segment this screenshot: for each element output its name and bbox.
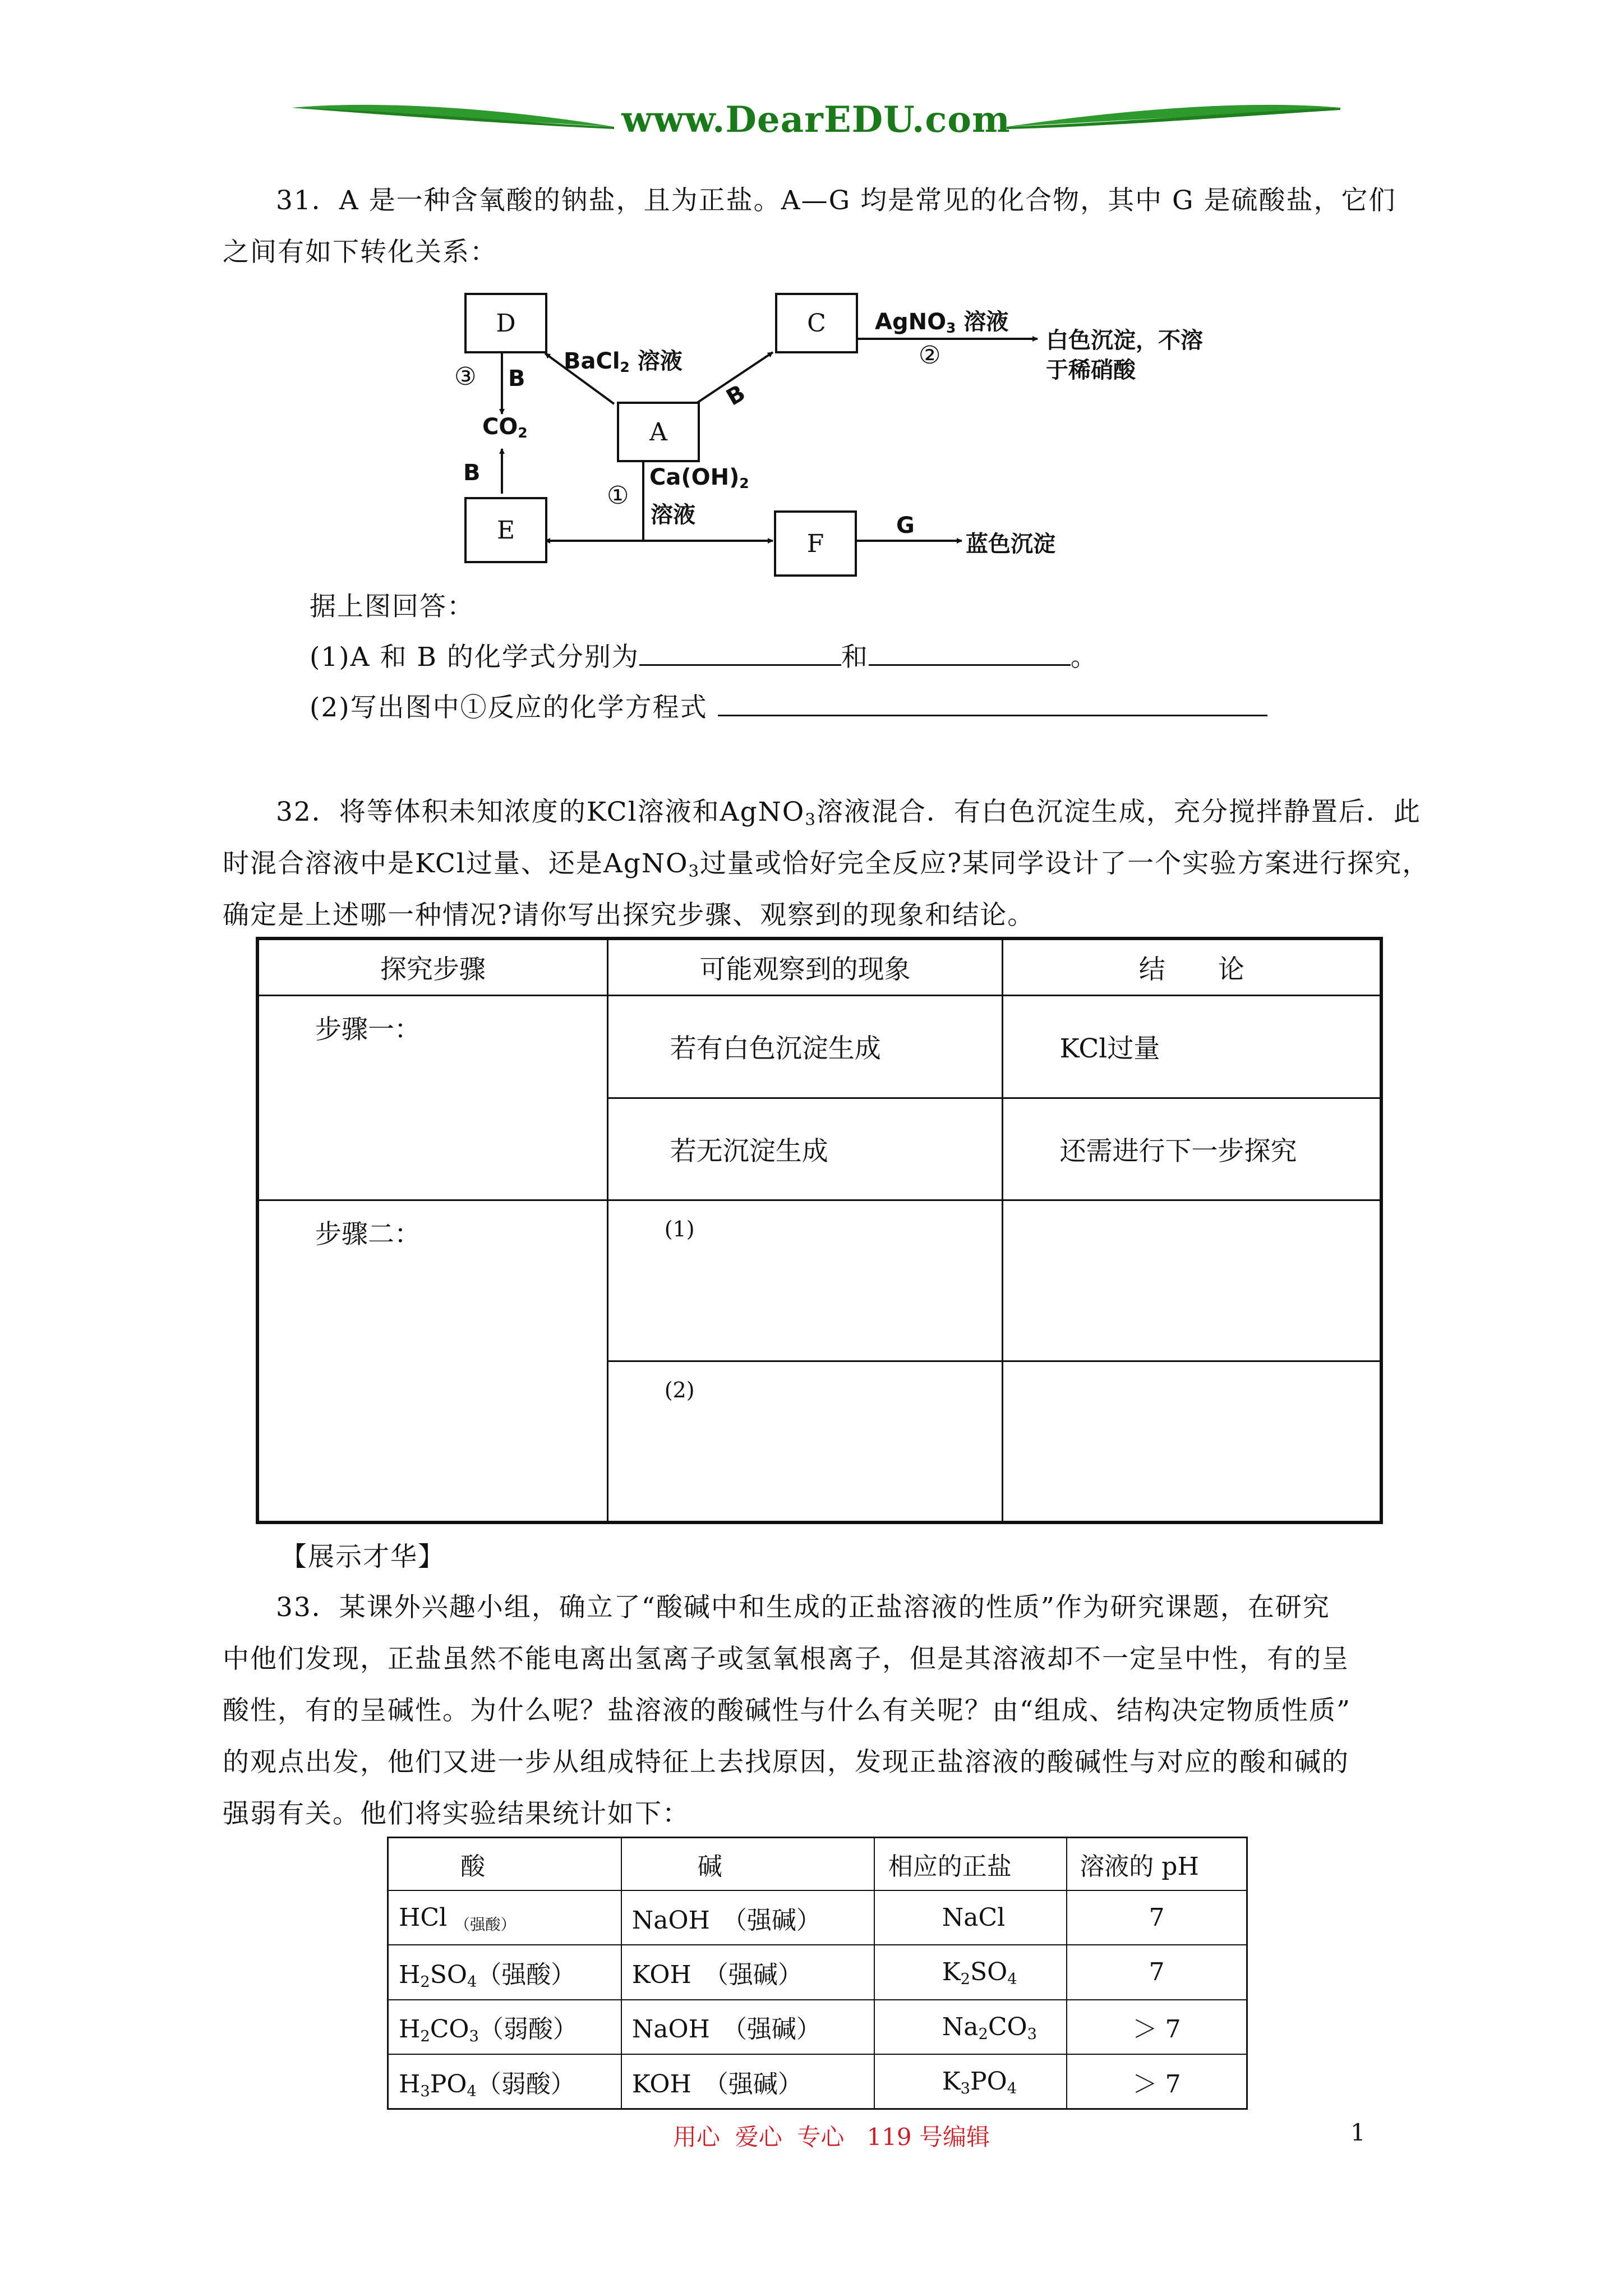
- answer-blank-a[interactable]: [639, 642, 841, 666]
- table-row: [388, 1945, 1247, 1999]
- acid-cell: HCl $_{(强酸)}$: [388, 1890, 621, 1945]
- base-cell: NaOH （强碱）: [621, 1890, 874, 1945]
- box-e: E: [464, 497, 547, 563]
- q32-step1-label: 步骤一：: [315, 1014, 421, 1045]
- q32-step1-conclusion-1: KCl过量: [1003, 995, 1381, 1098]
- q33-table: [387, 1837, 1248, 2110]
- q32-header-step: 探究步骤: [257, 938, 607, 995]
- q32-step1-cell: [257, 995, 607, 1200]
- answer-blank-equation[interactable]: [718, 692, 1267, 716]
- q31-sub2: (2)写出图中①反应的化学方程式: [310, 681, 1267, 735]
- q33-header-acid: 酸: [388, 1838, 621, 1890]
- q32-step2-phenomenon-1[interactable]: (1): [607, 1200, 1003, 1361]
- q32-step1-conclusion-2: 还需进行下一步探究: [1003, 1098, 1381, 1200]
- salt-cell: NaCl: [874, 1890, 1067, 1945]
- q33-header-ph: 溶液的 pH: [1067, 1838, 1247, 1890]
- q31-sub1: (1)A 和 B 的化学式分别为 和 。: [310, 642, 1098, 673]
- q32-line1: 32．将等体积未知浓度的KCl溶液和AgNO$_3$溶液混合．有白色沉淀生成，充分搅拌静置后．此: [276, 797, 1421, 829]
- table-row: [388, 2000, 1247, 2054]
- label-b-ac: B: [722, 380, 750, 411]
- q32-header-conclusion: 结 论: [1003, 938, 1381, 995]
- q32-step2-conclusion-1[interactable]: [1003, 1200, 1381, 1361]
- box-f: F: [774, 510, 857, 577]
- salt-cell: $K_2SO_4$: [874, 1945, 1067, 1999]
- footer-text: 用心 爱心 专心 119 号编辑: [673, 2123, 990, 2151]
- q33-header-base: 碱: [621, 1838, 874, 1890]
- label-co2: $CO_2$: [482, 414, 528, 441]
- label-circle3: ③: [454, 362, 477, 391]
- q33-line3: 酸性，有的呈碱性。为什么呢？盐溶液的酸碱性与什么有关呢？由“组成、结构决定物质性质”: [223, 1695, 1352, 1726]
- label-circle1: ①: [607, 481, 629, 510]
- salt-cell: $Na_2CO_3$: [874, 2000, 1067, 2054]
- section-heading: 【展示才华】: [280, 1542, 445, 1572]
- q32-step2-conclusion-2[interactable]: [1003, 1361, 1381, 1522]
- ph-cell: 7: [1067, 1890, 1247, 1945]
- label-blue-ppt: 蓝色沉淀: [966, 531, 1055, 557]
- label-agno3: AgNO$_3$ 溶液: [875, 309, 1009, 337]
- label-circle2: ②: [919, 341, 941, 370]
- q32-line3: 确定是上述哪一种情况?请你写出探究步骤、观察到的现象和结论。: [223, 900, 1035, 931]
- ph-cell: 7: [1067, 1945, 1247, 1999]
- q32-step1-phenomenon-2: 若无沉淀生成: [607, 1098, 1003, 1200]
- q32-table: [256, 937, 1383, 1524]
- base-cell: NaOH （强碱）: [621, 2000, 874, 2054]
- label-white-ppt-1: 白色沉淀，不溶: [1046, 328, 1203, 353]
- q31-line1: 31．A 是一种含氧酸的钠盐，且为正盐。A—G 均是常见的化合物，其中 G 是硫酸盐，它们: [276, 185, 1396, 216]
- base-cell: KOH （强碱）: [621, 2054, 874, 2109]
- acid-cell: $H_3PO_4$（弱酸）: [388, 2054, 621, 2109]
- site-title: www.DearEDU.com: [621, 99, 1011, 141]
- q33-line1: 33．某课外兴趣小组，确立了“酸碱中和生成的正盐溶液的性质”作为研究课题，在研究: [276, 1592, 1330, 1623]
- label-bacl2: BaCl$_2$ 溶液: [564, 348, 683, 376]
- base-cell: KOH （强碱）: [621, 1945, 874, 1999]
- label-g: G: [896, 513, 915, 539]
- acid-cell: $H_2CO_3$（弱酸）: [388, 2000, 621, 2054]
- box-a: A: [617, 402, 700, 462]
- q32-line2: 时混合溶液中是KCl过量、还是AgNO$_3$过量或恰好完全反应?某同学设计了一个实验方案进行探究，: [223, 848, 1430, 881]
- salt-cell: $K_3PO_4$: [874, 2054, 1067, 2109]
- q31-line2: 之间有如下转化关系：: [223, 237, 497, 268]
- q33-line2: 中他们发现，正盐虽然不能电离出氢离子或氢氧根离子，但是其溶液却不一定呈中性，有的呈: [223, 1644, 1349, 1674]
- q32-step1-phenomenon-1: 若有白色沉淀生成: [607, 995, 1003, 1098]
- table-row: [388, 1890, 1247, 1945]
- table-row: [388, 2054, 1247, 2109]
- label-b-eco2: B: [463, 460, 481, 486]
- label-caoh2: $Ca(OH)_2$: [649, 464, 749, 492]
- acid-cell: $H_2SO_4$（强酸）: [388, 1945, 621, 1999]
- ph-cell: ＞ 7: [1067, 2054, 1247, 2109]
- q33-line5: 强弱有关。他们将实验结果统计如下：: [223, 1798, 690, 1829]
- q32-header-phenomenon: 可能观察到的现象: [607, 938, 1003, 995]
- box-d: D: [464, 293, 547, 353]
- q32-step2-cell: [257, 1200, 607, 1522]
- page-number: 1: [1350, 2119, 1366, 2146]
- answer-blank-b[interactable]: [869, 642, 1071, 666]
- label-white-ppt-2: 于稀硝酸: [1046, 357, 1136, 383]
- label-caoh2-solution: 溶液: [651, 502, 695, 528]
- box-c: C: [775, 293, 858, 353]
- ph-cell: ＞ 7: [1067, 2000, 1247, 2054]
- q33-header-salt: 相应的正盐: [874, 1838, 1067, 1890]
- reaction-diagram: [449, 286, 1290, 567]
- q33-line4: 的观点出发，他们又进一步从组成特征上去找原因，发现正盐溶液的酸碱性与对应的酸和碱的: [223, 1747, 1349, 1778]
- q31-answer-intro: 据上图回答：: [310, 591, 474, 622]
- label-b-dco2: B: [508, 366, 525, 392]
- q32-step2-label: 步骤二：: [315, 1219, 421, 1250]
- q32-step2-phenomenon-2[interactable]: (2): [607, 1361, 1003, 1522]
- header-banner: [292, 95, 1340, 157]
